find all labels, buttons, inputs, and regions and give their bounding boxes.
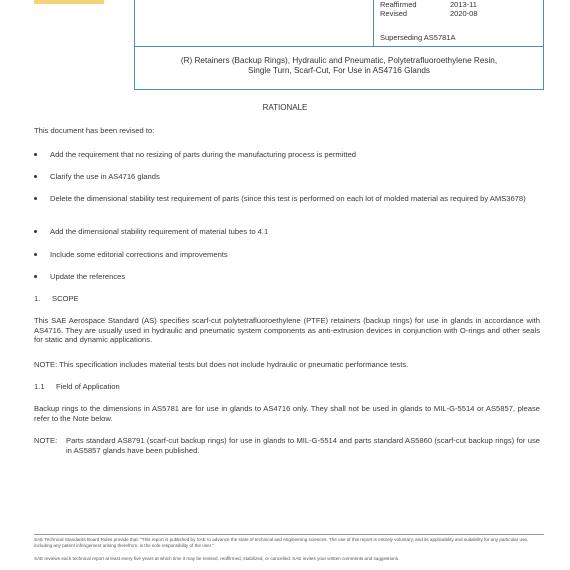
- footer-rules-text: SAE Technical Standards Board Rules provide that: "This report is published by SAE to advance the state of technical and engineering sciences. The use of this report is entirely voluntary, and its applicability and suitability for any particular use, including any patent infringement arising therefrom, is the sole responsibility of the user.": [34, 537, 529, 548]
- bullet-dot-icon: [34, 175, 37, 178]
- bullet-text: Add the requirement that no resizing of parts during the manufacturing process is permitted: [50, 150, 357, 159]
- publisher-logo-strip: [34, 0, 104, 4]
- bullet-text: Update the references: [50, 272, 126, 281]
- rationale-heading: RATIONALE: [262, 103, 308, 112]
- meta-row-revised: [380, 9, 530, 18]
- header-column-divider: [373, 0, 374, 46]
- section-title-scope: SCOPE: [52, 294, 79, 303]
- bullet-dot-icon: [34, 153, 37, 156]
- scope-paragraph: This SAE Aerospace Standard (AS) specifies scarf-cut polytetrafluoroethylene (PTFE) retainers (backup rings) for use in glands in accordance with AS4716. They are usually used in hydraulic and pneumatic system components as anti-extrusion devices in conjunction with O-rings and other seals for static and dynamic applications.: [34, 316, 540, 344]
- document-header-box: [134, 0, 544, 90]
- field-note-label: NOTE:: [34, 436, 58, 445]
- meta-value: 2020-08: [450, 9, 478, 18]
- rationale-intro: This document has been revised to:: [34, 126, 155, 135]
- document-title-line-2: Single Turn, Scarf-Cut, For Use in AS4716 Glands: [247, 66, 431, 75]
- bullet-text: Include some editorial corrections and improvements: [50, 250, 228, 259]
- superseding-note: Superseding AS5781A: [380, 33, 456, 42]
- footer-review-text: SAE reviews each technical report at least every five years at which time it may be revised, reaffirmed, stabilized, or cancelled. SAE invites your written comments and suggestions.: [34, 556, 400, 561]
- scope-note: NOTE: This specification includes material tests but does not include hydraulic or pneumatic performance tests.: [34, 360, 409, 369]
- field-note-text: Parts standard AS8791 (scarf-cut backup rings) for use in glands to MIL-G-5514 and parts standard AS5860 (scarf-cut backup rings) for use in AS5857 glands have been published.: [66, 436, 540, 455]
- bullet-dot-icon: [34, 275, 37, 278]
- document-title-line-1: (R) Retainers (Backup Rings), Hydraulic and Pneumatic, Polytetrafluoroethylene Resin,: [180, 56, 498, 65]
- meta-row-reaffirmed: [380, 0, 530, 9]
- header-divider: [135, 46, 543, 47]
- field-paragraph: Backup rings to the dimensions in AS5781 are for use in glands to AS4716 only. They shall not be used in glands to MIL-G-5514 or AS5857, please refer to the Note below.: [34, 404, 540, 423]
- section-number: 1.: [34, 294, 41, 303]
- bullet-dot-icon: [34, 197, 37, 200]
- subsection-title: Field of Application: [56, 382, 120, 391]
- meta-label: Revised: [380, 9, 408, 18]
- meta-label: Reaffirmed: [380, 0, 417, 9]
- meta-value: 2013-11: [450, 0, 477, 9]
- bullet-text: Delete the dimensional stability test requirement of parts (since this test is performed on each lot of molded material as required by AMS3678): [50, 194, 526, 203]
- bullet-dot-icon: [34, 253, 37, 256]
- footer-rule: [34, 534, 544, 535]
- bullet-text: Add the dimensional stability requirement of material tubes to 4.1: [50, 227, 269, 236]
- bullet-text: Clarify the use in AS4716 glands: [50, 172, 160, 181]
- bullet-dot-icon: [34, 230, 37, 233]
- document-title: [135, 56, 543, 76]
- subsection-number: 1.1: [34, 382, 45, 391]
- header-meta: [380, 0, 530, 18]
